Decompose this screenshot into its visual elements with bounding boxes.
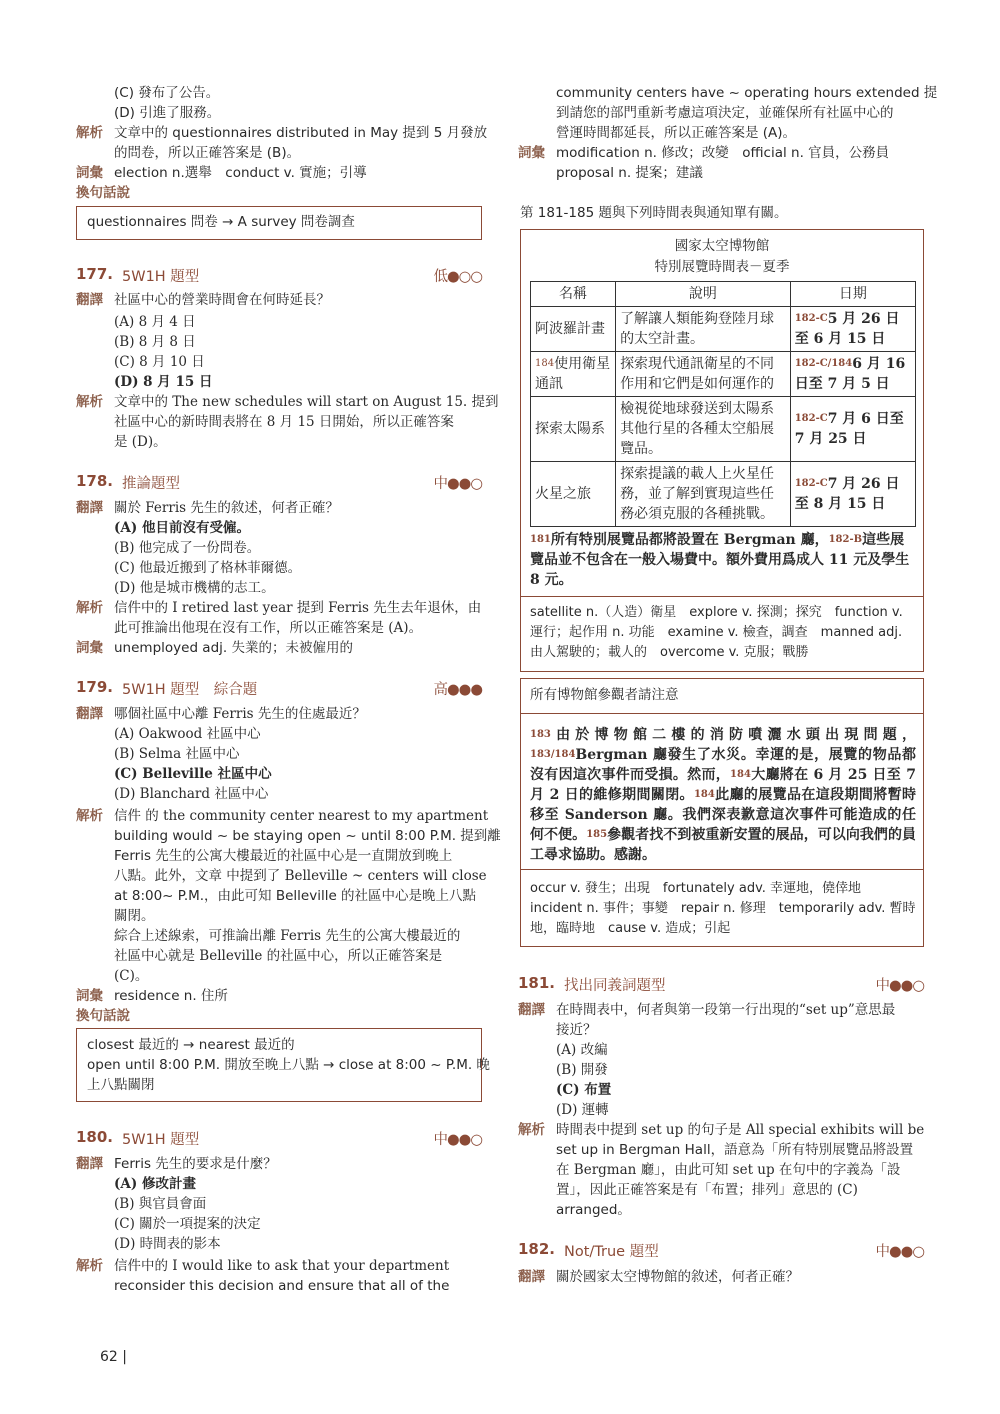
q177-line: (B) 8 月 8 日: [114, 334, 196, 350]
section-label: 翻譯: [76, 706, 103, 722]
section-label: 翻譯: [518, 1002, 545, 1018]
table-header: 說明: [616, 282, 791, 307]
q180-line: Ferris 先生的要求是什麼？: [114, 1156, 277, 1172]
schedule-note: [530, 530, 916, 590]
q181-line: 接近？: [556, 1022, 597, 1038]
q177-line: (C) 8 月 10 日: [114, 354, 205, 370]
q181-line: 時間表中提到 set up 的句子是 All special exhibits will be: [556, 1122, 925, 1138]
exhibit-date: [790, 462, 915, 527]
exhibit-date: [790, 307, 915, 352]
q177-line: (D) 8 月 15 日: [114, 374, 213, 390]
section-label: 解析: [76, 808, 103, 824]
notice-heading: 所有博物館參觀者請注意: [530, 687, 679, 703]
exhibit-name-text: 阿波羅計畫: [535, 321, 605, 337]
question-type: Not/True 題型: [564, 1244, 659, 1260]
q179-line: building would ~ be staying open ~ until 8:00 P.M. 提到離: [114, 828, 501, 844]
paraphrase-box: [76, 1028, 490, 1102]
section-label: 翻譯: [76, 500, 103, 516]
section-label: 換句話說: [76, 185, 130, 201]
q178-line: 此可推論出他現在沒有工作，所以正確答案是 (A)。: [114, 620, 423, 636]
q179-line: (B) Selma 社區中心: [114, 746, 240, 762]
q181-line: (A) 改編: [556, 1042, 608, 1058]
q179-line: (C)。: [114, 968, 149, 984]
paraphrase-text: closest 最近的 → nearest 最近的: [87, 1037, 295, 1053]
q177-line: 文章中的 The new schedules will start on August 15. 提到: [114, 394, 499, 410]
paraphrase-box: [76, 206, 482, 240]
q180-line: 信件中的 I would like to ask that your department: [114, 1258, 450, 1274]
notice-text: 大廳將在 6 月 25 日至 7 月 2 日的維修期間關閉。: [530, 767, 917, 803]
difficulty-indicator: 中●●○: [875, 1244, 924, 1260]
notice-text: 此廳的展覽品在這段期間將暫時移至 Sanderson 廳。我們深表歉意這次事件可能造成的任何不便。: [530, 787, 916, 843]
question-182-header: [518, 1240, 924, 1262]
section-label: 解析: [518, 1122, 545, 1138]
text-line: (C) 發布了公告。: [114, 85, 220, 101]
question-number: 177.: [76, 265, 114, 283]
section-label: 詞彙: [518, 145, 545, 161]
section-label: 解析: [76, 1258, 103, 1274]
schedule-table: [530, 281, 916, 527]
difficulty-indicator: 中●●○: [433, 476, 482, 492]
question-179-header: [76, 678, 482, 700]
q182-line: 關於國家太空博物館的敘述，何者正確？: [556, 1269, 799, 1285]
q180-line: (A) 修改計畫: [114, 1176, 196, 1192]
exhibit-name: [531, 397, 616, 462]
section-label: 翻譯: [518, 1269, 545, 1285]
reference-marker: 185: [586, 829, 608, 840]
difficulty-indicator: 低●○○: [433, 269, 482, 285]
schedule-title: 國家太空博物館: [674, 238, 770, 254]
question-type: 5W1H 題型: [122, 269, 200, 285]
divider: [521, 713, 923, 714]
reference-marker: 182-C: [794, 413, 828, 424]
reference-marker: 183/184: [530, 749, 576, 760]
question-181-header: [518, 974, 924, 996]
exhibit-date: [790, 352, 915, 397]
exhibit-description: 探索提議的載人上火星任務，並了解到實現這些任務必須克服的各種挑戰。: [616, 462, 791, 527]
question-type: 推論題型: [122, 476, 180, 492]
notice-vocab: occur v. 發生；出現 fortunately adv. 幸運地，僥倖地 incident n. 事件；事變 repair n. 修理 temporarily adv. 暫時地，臨時地 cause v. 造成；引起: [530, 881, 916, 936]
page-number: 62 |: [100, 1349, 127, 1365]
q179-line: 關閉。: [114, 908, 155, 924]
reference-marker: 182-C/184: [794, 358, 853, 369]
text-line: 的問卷，所以正確答案是 (B)。: [114, 145, 301, 161]
q179-line: at 8:00~ P.M.，由此可知 Belleville 的社區中心是晚上八點: [114, 888, 477, 904]
section-label: 解析: [76, 394, 103, 410]
exhibit-description: 檢視從地球發送到太陽系其他行星的各種太空船展覽品。: [616, 397, 791, 462]
exhibit-date: [790, 397, 915, 462]
note-text: 這些展覽品並不包含在一般入場費中。額外費用爲成人 11 元及學生 8 元。: [530, 532, 910, 588]
q178-line: 信件中的 I retired last year 提到 Ferris 先生去年退休，由: [114, 600, 482, 616]
q177-line: 社區中心的新時間表將在 8 月 15 日開始，所以正確答案: [114, 414, 454, 430]
exhibit-date-text: 6 月 16 日至 7 月 5 日: [794, 356, 906, 392]
q181-line: set up in Bergman Hall，語意為「所有特別展覽品將設置: [556, 1142, 914, 1158]
q179-line: (A) Oakwood 社區中心: [114, 726, 261, 742]
q177-line: (A) 8 月 4 日: [114, 314, 196, 330]
question-number: 179.: [76, 678, 114, 696]
notice-body: [530, 725, 916, 865]
question-180-header: [76, 1128, 482, 1150]
q179-line: (D) Blanchard 社區中心: [114, 786, 269, 802]
difficulty-indicator: 中●●○: [875, 978, 924, 994]
q179-line: 社區中心就是 Belleville 的社區中心，所以正確答案是: [114, 948, 443, 964]
note-text: 所有特別展覽品都將設置在 Bergman 廳，: [550, 532, 829, 548]
reference-marker: 181: [530, 534, 551, 545]
exhibit-name-text: 探索太陽系: [535, 421, 605, 437]
notice-text: 由於博物館二樓的消防噴灑水頭出現問題，: [550, 727, 916, 743]
q179-line: 哪個社區中心離 Ferris 先生的住處最近？: [114, 706, 366, 722]
reference-marker: 182-C: [794, 478, 828, 489]
question-number: 180.: [76, 1128, 114, 1146]
exhibit-description: 探索現代通訊衛星的不同作用和它們是如何運作的: [616, 352, 791, 397]
exhibit-name: [531, 352, 616, 397]
q178-line: (A) 他目前沒有受僱。: [114, 520, 250, 536]
q181-line: 在 Bergman 廳」，由此可知 set up 在句中的字義為「設: [556, 1162, 901, 1178]
q181-line: (B) 開發: [556, 1062, 608, 1078]
section-label: 換句話說: [76, 1008, 130, 1024]
table-row: [531, 397, 916, 462]
text-line: community centers have ~ operating hours extended 提: [556, 85, 938, 101]
question-number: 182.: [518, 1240, 556, 1258]
q180-line: reconsider this decision and ensure that all of the: [114, 1278, 450, 1294]
q180-line: (D) 時間表的影本: [114, 1236, 221, 1252]
table-header: 名稱: [531, 282, 616, 307]
reference-marker: 184: [693, 789, 715, 800]
text-line: proposal n. 提案；建議: [556, 165, 703, 181]
exhibit-date-text: 7 月 6 日至 7 月 25 日: [794, 411, 904, 447]
question-178-header: [76, 472, 482, 494]
paraphrase-text: open until 8:00 P.M. 開放至晚上八點 → close at 8:00 ~ P.M. 晚: [87, 1057, 490, 1073]
schedule-subtitle: 特別展覽時間表－夏季: [654, 259, 790, 275]
question-177-header: [76, 265, 482, 287]
schedule-box: [520, 229, 924, 672]
notice-text: 參觀者找不到被重新安置的展品，可以向我們的員工尋求協助。感謝。: [530, 827, 917, 863]
passage-intro: 第 181-185 題與下列時間表與通知單有關。: [520, 205, 788, 221]
q178-line: (D) 他是城市機構的志工。: [114, 580, 275, 596]
paraphrase-text: questionnaires 問卷 → A survey 問卷調查: [87, 214, 355, 230]
exhibit-date-text: 7 月 26 日至 8 月 15 日: [794, 476, 900, 512]
paraphrase-text: 上八點關閉: [87, 1077, 155, 1093]
text-line: (D) 引進了服務。: [114, 105, 221, 121]
reference-marker: 182-C: [794, 313, 828, 324]
q177-line: 社區中心的營業時間會在何時延長？: [114, 292, 330, 308]
q181-line: 在時間表中，何者與第一段第一行出現的“set up”意思最: [556, 1002, 896, 1018]
exhibit-date-text: 5 月 26 日至 6 月 15 日: [794, 311, 900, 347]
question-type: 找出同義詞題型: [564, 978, 666, 994]
section-label: 詞彙: [76, 988, 103, 1004]
exhibit-name-text: 火星之旅: [535, 486, 591, 502]
q179-line: 綜合上述線索，可推論出離 Ferris 先生的公寓大樓最近的: [114, 928, 461, 944]
text-line: election n.選舉 conduct v. 實施；引導: [114, 165, 367, 181]
q180-line: (B) 與官員會面: [114, 1196, 207, 1212]
exhibit-name: [531, 307, 616, 352]
schedule-vocab: satellite n.（人造）衛星 explore v. 探測；探究 function v. 運行；起作用 n. 功能 examine v. 檢查，調查 manned adj. 由人駕駛的；載人的 overcome v. 克服；戰勝: [530, 605, 903, 660]
q179-line: Ferris 先生的公寓大樓最近的社區中心是一直開放到晚上: [114, 848, 453, 864]
notice-box: [520, 678, 924, 947]
reference-marker: 183: [530, 729, 551, 740]
difficulty-indicator: 中●●○: [433, 1132, 482, 1148]
exhibit-name: [531, 462, 616, 527]
q180-line: (C) 關於一項提案的決定: [114, 1216, 261, 1232]
divider: [521, 869, 923, 870]
reference-marker: 184: [730, 769, 751, 780]
section-label: 翻譯: [76, 292, 103, 308]
question-type: 5W1H 題型: [122, 1132, 200, 1148]
q178-line: 關於 Ferris 先生的敘述，何者正確？: [114, 500, 339, 516]
question-number: 178.: [76, 472, 114, 490]
q179-line: residence n. 住所: [114, 988, 228, 1004]
reference-marker: 184: [535, 358, 555, 369]
q181-line: (D) 運轉: [556, 1102, 609, 1118]
question-type: 5W1H 題型 綜合題: [122, 682, 258, 698]
section-label: 詞彙: [76, 640, 103, 656]
exhibit-name-text: 使用衛星通訊: [535, 356, 611, 392]
reference-marker: 182-B: [828, 534, 863, 545]
difficulty-indicator: 高●●●: [433, 682, 482, 698]
divider: [521, 596, 923, 597]
q179-line: 八點。此外，文章 中提到了 Belleville ~ centers will close: [114, 868, 487, 884]
q177-line: 是 (D)。: [114, 434, 167, 450]
q179-line: 信件 的 the community center nearest to my apartment: [114, 808, 489, 824]
q181-line: (C) 布置: [556, 1082, 612, 1098]
text-line: 文章中的 questionnaires distributed in May 提到 5 月發放: [114, 125, 488, 141]
question-number: 181.: [518, 974, 556, 992]
section-label: 詞彙: [76, 165, 103, 181]
notice-text: Bergman 廳發生了水災。幸運的是，展覽的物品都沒有因這次事件而受損。然而，: [530, 747, 916, 783]
table-header: 日期: [790, 282, 915, 307]
q178-line: (C) 他最近搬到了格林菲爾德。: [114, 560, 302, 576]
q178-line: unemployed adj. 失業的；未被僱用的: [114, 640, 353, 656]
section-label: 解析: [76, 600, 103, 616]
table-row: [531, 307, 916, 352]
table-row: [531, 352, 916, 397]
q178-line: (B) 他完成了一份問卷。: [114, 540, 261, 556]
text-line: 到請您的部門重新考慮這項決定，並確保所有社區中心的: [556, 105, 894, 121]
table-row: [531, 462, 916, 527]
table-header-row: [531, 282, 916, 307]
q181-line: arranged。: [556, 1202, 631, 1218]
text-line: modification n. 修改；改變 official n. 官員，公務員: [556, 145, 890, 161]
exhibit-description: 了解讓人類能夠登陸月球的太空計畫。: [616, 307, 791, 352]
q181-line: 置」，因此正確答案是有「布置；排列」意思的 (C): [556, 1182, 858, 1198]
q179-line: (C) Belleville 社區中心: [114, 766, 272, 782]
section-label: 解析: [76, 125, 103, 141]
section-label: 翻譯: [76, 1156, 103, 1172]
text-line: 營運時間都延長，所以正確答案是 (A)。: [556, 125, 797, 141]
